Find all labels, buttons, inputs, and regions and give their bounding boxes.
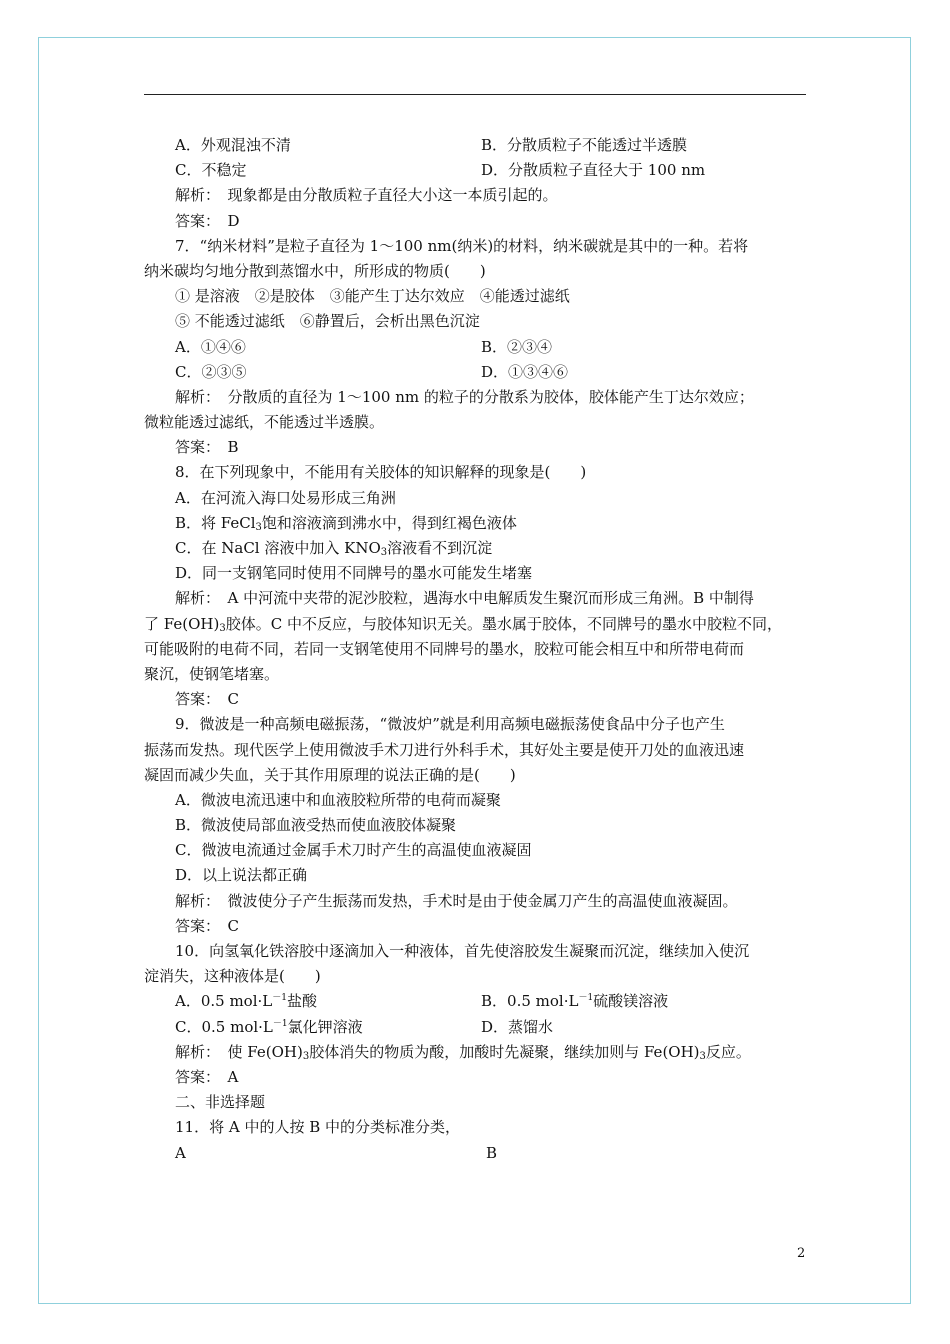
q7-analysis-line2: 微粒能透过滤纸，不能透过半透膜。: [144, 413, 385, 431]
q9-stem-line1: 9．微波是一种高频电磁振荡，“微波炉”就是利用高频电磁振荡使食品中分子也产生: [175, 715, 725, 733]
q8-option-c: C．在 NaCl 溶液中加入 $KNO_3$溶液看不到沉淀: [175, 539, 493, 558]
q8-option-d: D．同一支钢笔同时使用不同牌号的墨水可能发生堵塞: [175, 564, 533, 582]
q11-stem: 11．将 A 中的人按 B 中的分类标准分类，: [175, 1118, 461, 1136]
q10-option-c: C．0.5 $mol\cdot L^{-1}$氯化钾溶液: [175, 1018, 363, 1036]
q9-option-a: A．微波电流迅速中和血液胶粒所带的电荷而凝聚: [175, 791, 501, 809]
q11-column-b: B: [486, 1144, 498, 1162]
q6-answer: 答案： D: [175, 212, 240, 230]
q11-column-a: A: [175, 1144, 186, 1162]
section-heading: 二、非选择题: [175, 1093, 266, 1111]
q7-option-d: D．①③④⑥: [481, 363, 569, 381]
q10-option-b: B．0.5 $mol\cdot L^{-1}$硫酸镁溶液: [481, 992, 669, 1010]
q6-option-d: D．分散质粒子直径大于 100 nm: [481, 161, 706, 179]
q9-option-d: D．以上说法都正确: [175, 866, 308, 884]
q7-answer: 答案： B: [175, 438, 239, 456]
q10-option-a: A．0.5 $mol\cdot L^{-1}$盐酸: [175, 992, 317, 1010]
q8-answer: 答案： C: [175, 690, 239, 708]
q8-analysis-line2: 了 $Fe(OH)_3$胶体。C 中不反应，与胶体知识无关。墨水属于胶体，不同牌号的墨水中胶粒不同，: [144, 615, 782, 634]
q8-analysis-line1: 解析： A 中河流中夹带的泥沙胶粒，遇海水中电解质发生聚沉而形成三角洲。B 中制得: [175, 589, 754, 607]
q9-stem-line2: 振荡而发热。现代医学上使用微波手术刀进行外科手术，其好处主要是使开刀处的血液迅速: [144, 741, 745, 759]
q10-option-d: D．蒸馏水: [481, 1018, 554, 1036]
q7-analysis-line1: 解析： 分散质的直径为 1～100 nm 的粒子的分散系为胶体，胶体能产生丁达尔效应；: [175, 388, 754, 406]
q8-analysis-line3: 可能吸附的电荷不同，若同一支钢笔使用不同牌号的墨水，胶粒可能会相互中和所带电荷而: [144, 640, 745, 658]
q8-option-a: A．在河流入海口处易形成三角洲: [175, 489, 396, 507]
q7-items-line2: ⑤ 不能透过滤纸 ⑥静置后，会析出黑色沉淀: [175, 312, 480, 330]
q7-stem-line1: 7．“纳米材料”是粒子直径为 1～100 nm(纳米)的材料，纳米碳就是其中的一种。若将: [175, 237, 749, 255]
q8-option-b: B．将 FeCl$_3$饱和溶液滴到沸水中，得到红褐色液体: [175, 514, 517, 533]
q9-answer: 答案： C: [175, 917, 239, 935]
q7-option-c: C．②③⑤: [175, 363, 247, 381]
q6-analysis: 解析： 现象都是由分散质粒子直径大小这一本质引起的。: [175, 186, 558, 204]
q7-stem-line2: 纳米碳均匀地分散到蒸馏水中，所形成的物质( ): [144, 262, 486, 280]
q7-items-line1: ① 是溶液 ②是胶体 ③能产生丁达尔效应 ④能透过滤纸: [175, 287, 570, 305]
q8-analysis-line4: 聚沉，使钢笔堵塞。: [144, 665, 280, 683]
q10-stem-line2: 淀消失，这种液体是( ): [144, 967, 321, 985]
q9-analysis: 解析： 微波使分子产生振荡而发热，手术时是由于使金属刀产生的高温使血液凝固。: [175, 892, 738, 910]
q7-option-a: A．①④⑥: [175, 338, 246, 356]
q10-stem-line1: 10．向氢氧化铁溶胶中逐滴加入一种液体，首先使溶胶发生凝聚而沉淀，继续加入使沉: [175, 942, 750, 960]
q6-option-c: C．不稳定: [175, 161, 247, 179]
q6-option-b: B．分散质粒子不能透过半透膜: [481, 136, 688, 154]
page-number: 2: [797, 1246, 806, 1261]
header-rule: [144, 94, 806, 95]
q9-option-b: B．微波使局部血液受热而使血液胶体凝聚: [175, 816, 457, 834]
q10-analysis: 解析： 使 $Fe(OH)_3$胶体消失的物质为酸，加酸时先凝聚，继续加则与 $Fe(OH)_3$反应。: [175, 1043, 751, 1062]
q7-option-b: B．②③④: [481, 338, 553, 356]
q6-option-a: A．外观混浊不清: [175, 136, 291, 154]
q10-answer: 答案： A: [175, 1068, 239, 1086]
q9-option-c: C．微波电流通过金属手术刀时产生的高温使血液凝固: [175, 841, 532, 859]
q8-stem: 8．在下列现象中，不能用有关胶体的知识解释的现象是( ): [175, 463, 587, 481]
q9-stem-line3: 凝固而减少失血，关于其作用原理的说法正确的是( ): [144, 766, 516, 784]
